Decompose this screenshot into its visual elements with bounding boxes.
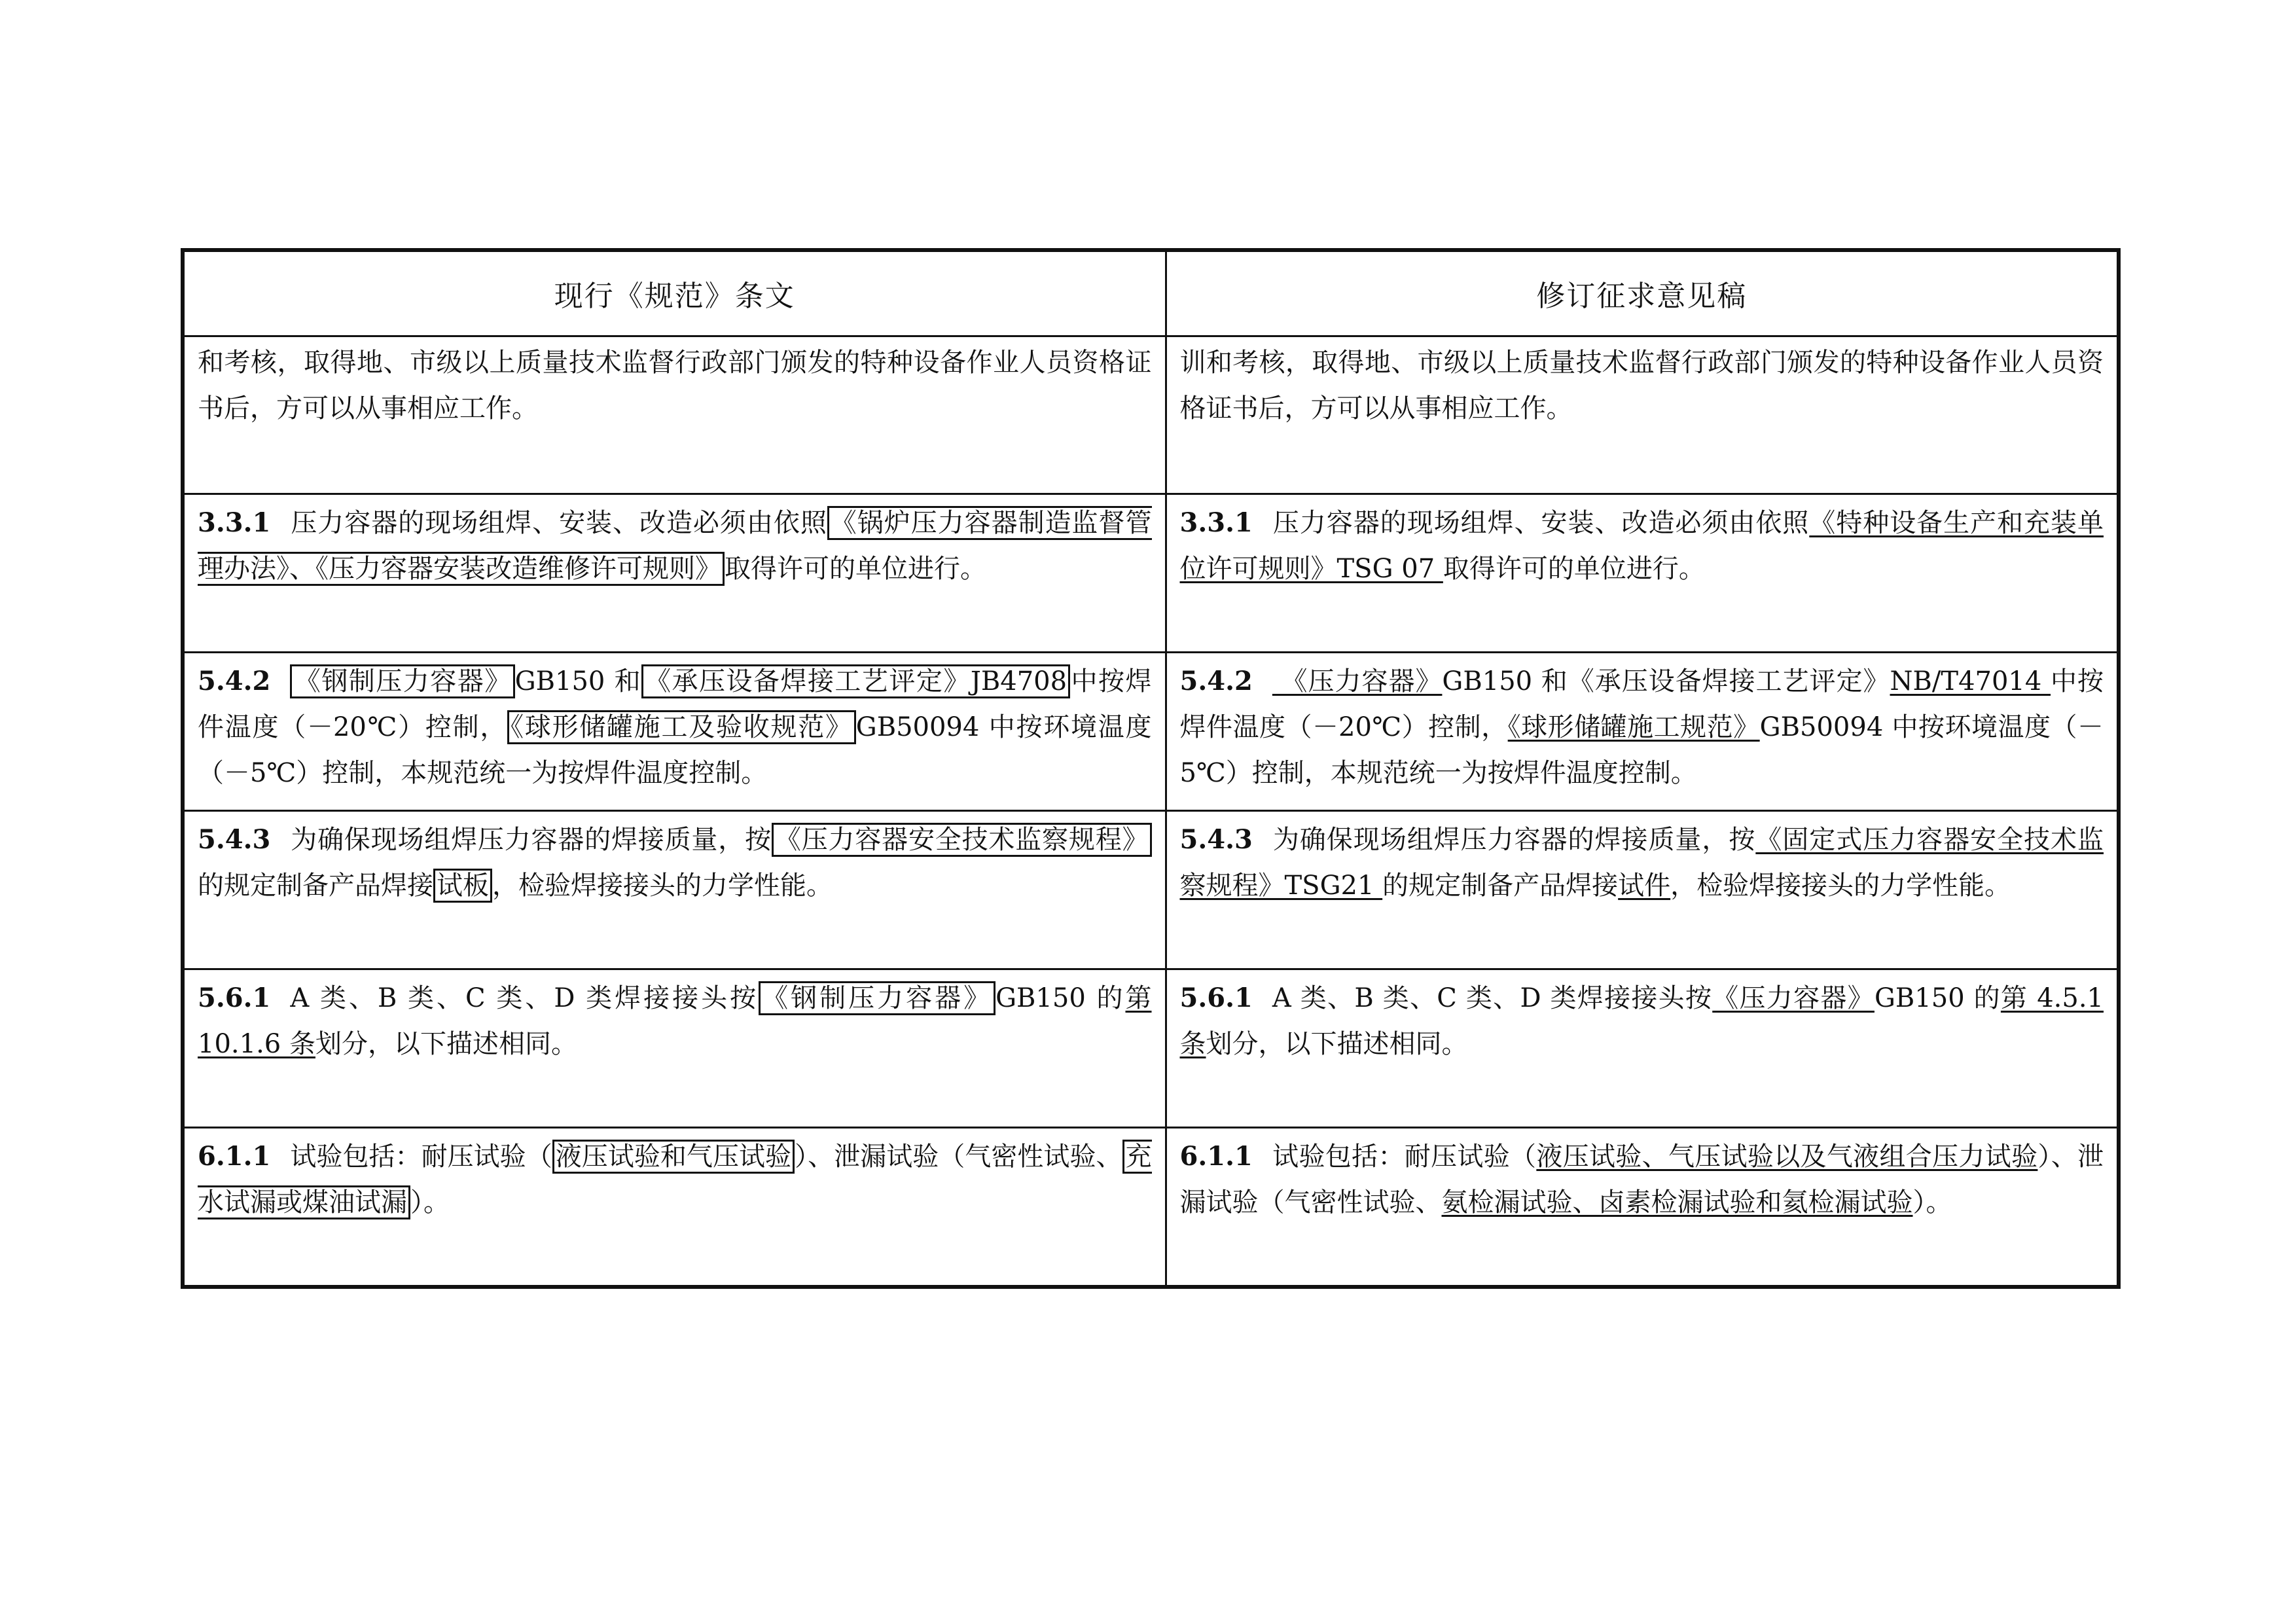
clause-text: 划分，以下描述相同。 — [1206, 1028, 1468, 1059]
header-row — [183, 250, 2119, 336]
current-clause-cell — [183, 336, 1166, 494]
current-clause-cell — [183, 494, 1166, 652]
clause-text: GB50094 中按环境温度（－5℃）控制，本规范统一为按焊件温度控制。 — [1179, 712, 2104, 788]
clause-number: 5.4.2 — [198, 665, 271, 696]
current-clause-cell — [183, 810, 1166, 969]
underlined-revised-text: 《压力容器》 — [1712, 983, 1874, 1013]
current-clause-cell — [183, 1127, 1166, 1287]
clause-text: 取得许可的单位进行。 — [1443, 553, 1705, 584]
clause-text: 试验包括：耐压试验（ — [290, 1141, 552, 1172]
clause-text: 划分，以下描述相同。 — [315, 1028, 577, 1059]
clause-text: GB150 的 — [996, 983, 1126, 1013]
boxed-deleted-text: 《锅炉压力容器制造监督管理办法》、《压力容器安装改造维修许可规则》 — [198, 506, 1152, 586]
boxed-deleted-text: 液压试验和气压试验 — [552, 1140, 795, 1174]
boxed-deleted-text: 试板 — [433, 869, 492, 903]
boxed-deleted-text: 《钢制压力容器》 — [290, 664, 514, 698]
comparison-table — [181, 248, 2121, 1289]
current-clause-cell — [183, 969, 1166, 1127]
clause-text: 中按焊件温度（－20℃）控制， — [1179, 666, 2104, 742]
clause-number: 6.1.1 — [1179, 1140, 1253, 1172]
clause-text: ）。 — [1912, 1187, 1952, 1218]
clause-number: 5.4.2 — [1179, 665, 1253, 696]
clause-text: ，检验焊接接头的力学性能。 — [492, 870, 833, 901]
revised-clause-cell — [1166, 336, 2119, 494]
table-row — [183, 494, 2119, 652]
clause-text: ，检验焊接接头的力学性能。 — [1670, 870, 2011, 901]
boxed-deleted-text: 充水试漏或煤油试漏 — [198, 1140, 1152, 1219]
underlined-revised-text: 氨检漏试验、卤素检漏试验和氦检漏试验 — [1441, 1187, 1913, 1218]
clause-number: 5.4.3 — [1179, 823, 1253, 855]
table-row — [183, 1127, 2119, 1287]
current-clause-cell — [183, 652, 1166, 810]
boxed-deleted-text: 《压力容器安全技术监察规程》 — [772, 823, 1152, 857]
underlined-revised-text: 《压力容器》 — [1272, 666, 1443, 696]
clause-number: 3.3.1 — [1179, 507, 1253, 538]
underlined-revised-text: NB/T47014 — [1890, 666, 2051, 696]
clause-text: 中按焊件温度（－20℃）控制， — [198, 666, 1152, 742]
clause-text: 压力容器的现场组焊、安装、改造必须由依照 — [290, 507, 827, 538]
clause-number: 6.1.1 — [198, 1140, 271, 1172]
clause-text: 训和考核，取得地、市级以上质量技术监督行政部门颁发的特种设备作业人员资格证书后，方可以从事相应工作。 — [1179, 347, 2104, 424]
header-revised-draft: 修订征求意见稿 — [1166, 250, 2119, 336]
clause-text: ）、泄漏试验（气密性试验、 — [795, 1141, 1122, 1172]
table-row — [183, 810, 2119, 969]
table-row — [183, 652, 2119, 810]
clause-text: 为确保现场组焊压力容器的焊接质量，按 — [290, 824, 772, 855]
clause-text: ）、泄漏试验（气密性试验、 — [1179, 1141, 2104, 1218]
underlined-revised-text: 第 10.1.6 条 — [198, 983, 1152, 1059]
revised-clause-cell — [1166, 810, 2119, 969]
clause-text: 取得许可的单位进行。 — [725, 553, 986, 584]
revised-clause-cell — [1166, 494, 2119, 652]
underlined-revised-text: 液压试验、气压试验以及气液组合压力试验 — [1536, 1141, 2038, 1172]
revised-clause-cell — [1166, 1127, 2119, 1287]
clause-text: GB150 和 — [514, 666, 642, 696]
underlined-revised-text: 第 4.5.1 条 — [1179, 983, 2104, 1059]
clause-text: 的规定制备产品焊接 — [198, 870, 433, 901]
clause-text: GB150 和《承压设备焊接工艺评定》 — [1442, 666, 1890, 696]
clause-number: 5.4.3 — [198, 823, 271, 855]
clause-number: 5.6.1 — [198, 982, 271, 1013]
table-row — [183, 336, 2119, 494]
underlined-revised-text: 《球形储罐施工规范》 — [1507, 712, 1760, 742]
boxed-deleted-text: 《承压设备焊接工艺评定》JB4708 — [641, 664, 1070, 698]
underlined-revised-text: 《特种设备生产和充装单位许可规则》TSG 07 — [1179, 507, 2104, 584]
table-row — [183, 969, 2119, 1127]
underlined-revised-text: 试件 — [1618, 870, 1671, 901]
clause-text: ）。 — [410, 1187, 450, 1218]
boxed-deleted-text: 《球形储罐施工及验收规范》 — [507, 710, 856, 744]
clause-text: GB150 的 — [1874, 983, 2001, 1013]
clause-text: 的规定制备产品焊接 — [1382, 870, 1619, 901]
clause-number: 3.3.1 — [198, 507, 271, 538]
clause-text: 压力容器的现场组焊、安装、改造必须由依照 — [1272, 507, 1810, 538]
revised-clause-cell — [1166, 652, 2119, 810]
boxed-deleted-text: 《钢制压力容器》 — [759, 981, 996, 1015]
clause-text: A 类、B 类、C 类、D 类焊接接头按 — [290, 983, 759, 1013]
clause-text: 为确保现场组焊压力容器的焊接质量，按 — [1272, 824, 1756, 855]
revised-clause-cell — [1166, 969, 2119, 1127]
clause-text: A 类、B 类、C 类、D 类焊接接头按 — [1272, 983, 1713, 1013]
underlined-revised-text: 《固定式压力容器安全技术监察规程》TSG21 — [1179, 824, 2104, 901]
header-current-clause: 现行《规范》条文 — [183, 250, 1166, 336]
clause-text: 和考核，取得地、市级以上质量技术监督行政部门颁发的特种设备作业人员资格证书后，方可以从事相应工作。 — [198, 347, 1152, 424]
clause-text: GB50094 中按环境温度（－5℃）控制，本规范统一为按焊件温度控制。 — [198, 712, 1152, 788]
clause-text: 试验包括：耐压试验（ — [1272, 1141, 1537, 1172]
clause-number: 5.6.1 — [1179, 982, 1253, 1013]
